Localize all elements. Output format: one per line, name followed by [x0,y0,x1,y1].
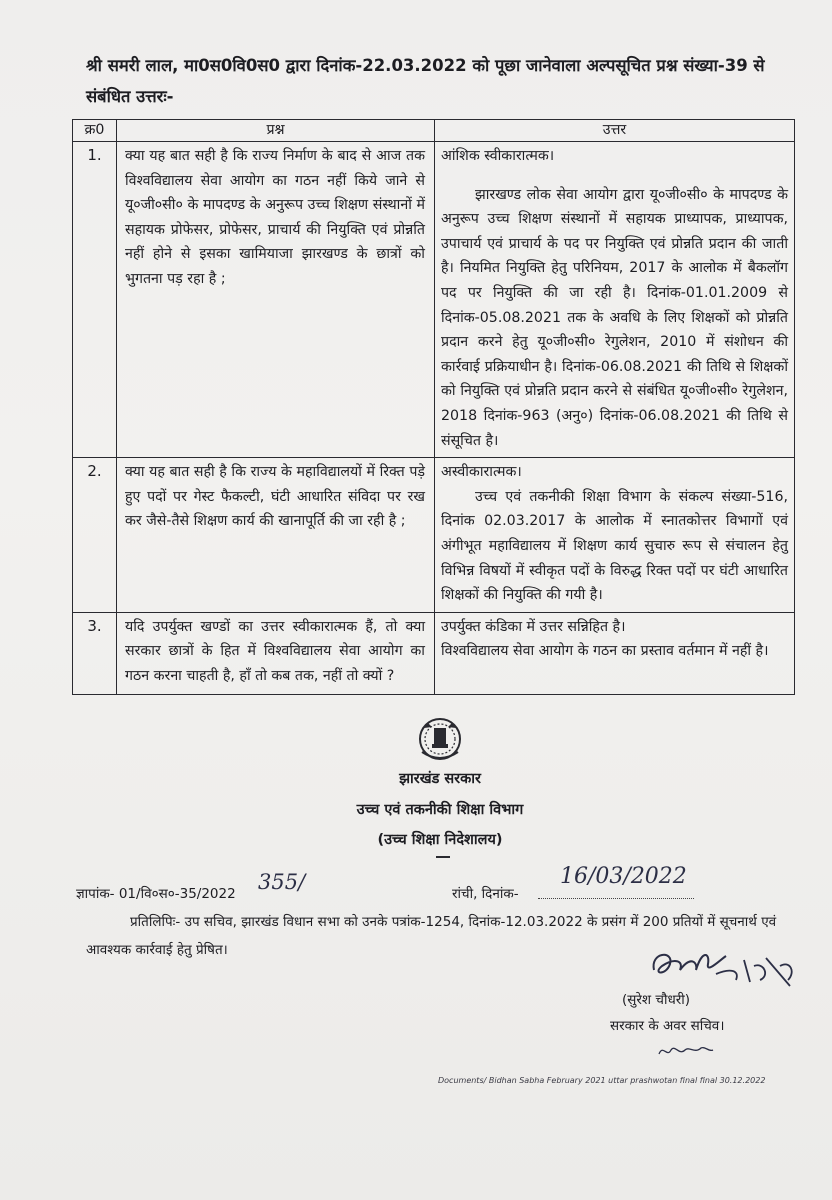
memo-handwritten-number [258,870,305,894]
department-line-1: झारखंड सरकार [399,771,481,787]
memo-number-value: 355 [258,870,299,894]
table-row [73,458,795,613]
answer-lead: उपर्युक्त कंडिका में उत्तर सन्निहित है। [441,618,626,635]
jharkhand-state-emblem-icon [418,714,462,764]
question-text: क्या यह बात सही है कि राज्य निर्माण के बाद से आज तक विश्वविद्यालय सेवा आयोग का गठन नहीं किये जाने से यू०जी०सी० के मापदण्ड के अनुरूप उच्च शिक्षण संस्थानों में सहायक प्रोफेसर, प्रोफेसर, प्राचार्य की नियुक्ति एवं प्रोन्नति नहीं होने से इसका खामियाजा झारखण्ड के छात्रों को भुगतना पड़ रहा है ; [125,148,425,287]
department-line-3: (उच्च शिक्षा निदेशालय) [377,832,503,848]
answer-cell [435,142,795,458]
answer-lead: आंशिक स्वीकारात्मक। [441,148,555,164]
question-answer-table [72,119,795,695]
memo-suffix: / [298,870,306,894]
answer-body: विश्वविद्यालय सेवा आयोग के गठन का प्रस्ताव वर्तमान में नहीं है। [441,643,769,660]
table-row [73,142,795,458]
question-cell [117,612,435,695]
memo-number-label: ज्ञापांक- 01/वि०स०-35/2022 [76,886,236,902]
table-header-row [73,120,795,142]
answer-body: उच्च एवं तकनीकी शिक्षा विभाग के संकल्प संख्या-516, दिनांक 02.03.2017 के आलोक में स्नातकोत्तर विभागों एवं अंगीभूत महाविद्यालय में शिक्षण कार्य सुचारु रूप से संचालन हेतु विभिन्न विषयों में स्वीकृत पदों के विरुद्ध रिक्त पदों पर घंटी आधारित शिक्षकों की नियुक्ति की गयी है। [441,488,788,604]
row-number: 2. [73,458,117,613]
row-number: 3. [73,612,117,695]
answer-cell [435,458,795,613]
handwritten-initials [655,1040,715,1060]
signatory-name: (सुरेश चौधरी) [622,992,691,1008]
question-cell [117,142,435,458]
handwritten-date: 16/03/2022 [560,864,687,889]
signatory-designation: सरकार के अवर सचिव। [610,1018,725,1034]
answer-cell [435,612,795,695]
table-row [73,612,795,695]
date-dotted-line [538,898,694,899]
question-text: क्या यह बात सही है कि राज्य के महाविद्यालयों में रिक्त पड़े हुए पदों पर गेस्ट फैकल्टी, घंटी आधारित संविदा पर रख कर जैसे-तैसे शिक्षण कार्य की खानापूर्ति की जा रही है ; [125,464,425,530]
answer-body: झारखण्ड लोक सेवा आयोग द्वारा यू०जी०सी० के मापदण्ड के अनुरूप उच्च शिक्षण संस्थानों में सहायक प्राध्यापक, प्राध्यापक, उपाचार्य एवं प्राचार्य के पद पर नियुक्ति एवं प्रोन्नति प्रदान की जाती है। नियमित नियुक्ति हेतु परिनियम, 2017 के आलोक में बैकलॉग पद पर नियुक्ति की जा रही है। दिनांक-01.01.2009 से दिनांक-05.08.2021 तक के अवधि के लिए शिक्षकों को प्रोन्नति प्रदान करने हेतु यू०जी०सी० रेगुलेशन, 2010 में संशोधन की कार्रवाई प्रक्रियाधीन है। दिनांक-06.08.2021 की तिथि से शिक्षकों को नियुक्ति एवं प्रोन्नति प्रदान करने से संबंधित यू०जी०सी० रेगुलेशन, 2018 दिनांक-963 (अनु०) दिनांक-06.08.2021 की तिथि से संसूचित है। [441,186,788,449]
header-question: प्रश्न [117,120,435,142]
row-number: 1. [73,142,117,458]
header-answer: उत्तर [435,120,795,142]
question-cell [117,458,435,613]
handwritten-signature [640,930,800,990]
date-label: रांची, दिनांक- [452,886,519,902]
answer-lead: अस्वीकारात्मक। [441,464,522,481]
divider [436,856,450,858]
question-text: यदि उपर्युक्त खण्डों का उत्तर स्वीकारात्मक हैं, तो क्या सरकार छात्रों के हित में विश्वविद्यालय सेवा आयोग का गठन करना चाहती है, हाँ तो कब तक, नहीं तो क्यों ? [125,618,425,684]
department-line-2: उच्च एवं तकनीकी शिक्षा विभाग [356,802,524,818]
footer-file-path: Documents/ Bidhan Sabha February 2021 uttar prashwotan final final 30.12.2022 [438,1076,766,1085]
header-serial: क्र0 [73,120,117,142]
document-heading: श्री समरी लाल, मा0स0वि0स0 द्वारा दिनांक-22.03.2022 को पूछा जानेवाला अल्पसूचित प्रश्न संख्या-39 से संबंधित उत्तरः- [86,56,765,106]
copy-to-text: प्रतिलिपिः- उप सचिव, झारखंड विधान सभा को उनके पत्रांक-1254, दिनांक-12.03.2022 के प्रसंग में 200 प्रतियों में सूचनार्थ एवं आवश्यक कार्रवाई हेतु प्रेषित। [86,914,777,958]
